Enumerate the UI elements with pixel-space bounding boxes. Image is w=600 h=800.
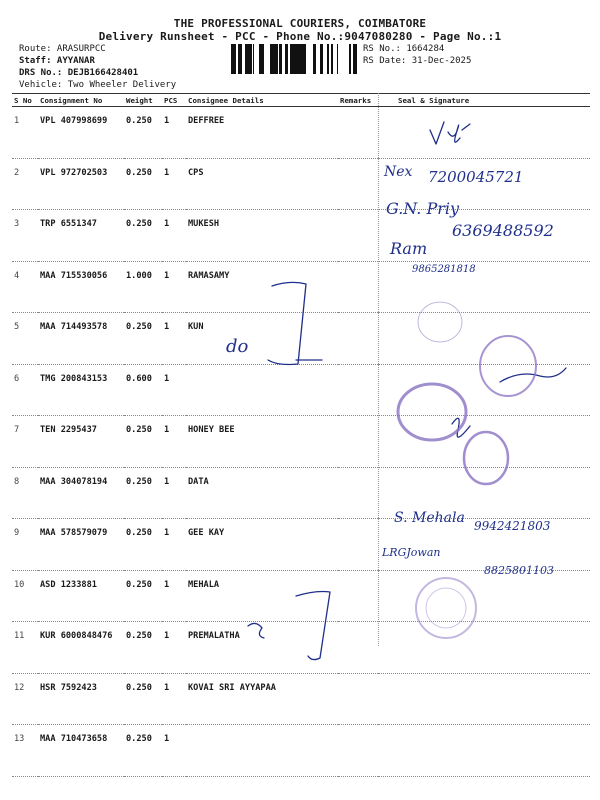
cell-consignment: HSR 7592423 [38,673,124,725]
handwritten-row11: LRGJowan [382,546,441,559]
table-header-row [12,94,590,107]
cell-weight: 0.250 [124,416,162,468]
cell-weight: 0.600 [124,364,162,416]
handwritten-row3-name: G.N. Priy [386,199,460,218]
cell-weight: 0.250 [124,725,162,777]
cell-sno: 6 [12,364,38,416]
cell-weight: 0.250 [124,519,162,571]
cell-consignee: KUN [186,313,338,365]
cell-remarks [338,416,378,468]
cell-consignment: MAA 715530056 [38,261,124,313]
cell-consignment: KUR 6000848476 [38,622,124,674]
runsheet-table [12,93,590,777]
cell-pcs: 1 [162,364,186,416]
handwritten-row6: do [226,336,249,357]
cell-signature [378,364,590,416]
cell-signature [378,416,590,468]
cell-pcs: 1 [162,467,186,519]
col-pcs: PCS [162,94,186,107]
barcode-image [231,44,359,74]
cell-weight: 0.250 [124,313,162,365]
cell-pcs: 1 [162,158,186,210]
handwritten-row4-name: Ram [390,239,428,258]
cell-weight: 0.250 [124,673,162,725]
cell-weight: 0.250 [124,107,162,159]
table-row [12,158,590,210]
cell-remarks [338,519,378,571]
cell-consignee: HONEY BEE [186,416,338,468]
table-row [12,313,590,365]
cell-remarks [338,261,378,313]
cell-pcs: 1 [162,261,186,313]
handwritten-row10-phone: 9942421803 [474,519,551,533]
cell-remarks [338,673,378,725]
table-row [12,364,590,416]
rs-date: RS Date: 31-Dec-2025 [363,56,472,66]
cell-pcs: 1 [162,570,186,622]
table-row [12,261,590,313]
handwritten-row4-phone: 9865281818 [412,264,476,275]
cell-signature [378,210,590,262]
cell-pcs: 1 [162,725,186,777]
cell-consignee [186,725,338,777]
cell-consignee: DATA [186,467,338,519]
table-row [12,622,590,674]
cell-signature [378,261,590,313]
cell-weight: 0.250 [124,570,162,622]
cell-consignment: MAA 578579079 [38,519,124,571]
col-seal-signature: Seal & Signature [378,94,590,107]
table-row [12,210,590,262]
cell-consignee [186,364,338,416]
cell-signature [378,519,590,571]
cell-sno: 1 [12,107,38,159]
cell-consignee: GEE KAY [186,519,338,571]
cell-pcs: 1 [162,313,186,365]
vehicle-label: Vehicle: Two Wheeler Delivery [19,80,177,90]
cell-consignment: VPL 972702503 [38,158,124,210]
cell-signature [378,313,590,365]
cell-signature [378,725,590,777]
cell-signature [378,467,590,519]
cell-weight: 0.250 [124,210,162,262]
cell-weight: 0.250 [124,622,162,674]
handwritten-row2-prefix: Nex [384,164,413,180]
cell-consignee: DEFFREE [186,107,338,159]
cell-signature [378,107,590,159]
cell-signature [378,622,590,674]
cell-remarks [338,364,378,416]
cell-consignment: MAA 714493578 [38,313,124,365]
cell-weight: 1.000 [124,261,162,313]
handwritten-row12: 8825801103 [484,564,554,577]
cell-pcs: 1 [162,519,186,571]
cell-weight: 0.250 [124,158,162,210]
table-row [12,107,590,159]
drs-number: DRS No.: DEJB166428401 [19,68,139,78]
runsheet-subtitle: Delivery Runsheet - PCC - Phone No.:9047080280 - Page No.:1 [98,30,502,43]
cell-sno: 4 [12,261,38,313]
cell-sno: 10 [12,570,38,622]
cell-consignment: TEN 2295437 [38,416,124,468]
col-consignee: Consignee Details [186,94,338,107]
col-remarks: Remarks [338,94,378,107]
cell-consignee: RAMASAMY [186,261,338,313]
cell-remarks [338,622,378,674]
handwritten-row10-name: S. Mehala [394,510,465,526]
company-title: THE PROFESSIONAL COURIERS, COIMBATORE [173,17,427,30]
cell-consignment: TMG 200843153 [38,364,124,416]
col-consignment: Consignment No [38,94,124,107]
table-row [12,673,590,725]
cell-consignee: KOVAI SRI AYYAPAA [186,673,338,725]
cell-remarks [338,313,378,365]
cell-remarks [338,158,378,210]
cell-pcs: 1 [162,622,186,674]
cell-pcs: 1 [162,210,186,262]
table-row [12,519,590,571]
cell-signature [378,673,590,725]
handwritten-row3-phone: 6369488592 [452,221,554,240]
route-label: Route: ARASURPCC [19,44,106,54]
table-row [12,467,590,519]
cell-sno: 2 [12,158,38,210]
cell-signature [378,570,590,622]
table-row [12,570,590,622]
cell-consignment: TRP 6551347 [38,210,124,262]
cell-remarks [338,210,378,262]
cell-consignee: MEHALA [186,570,338,622]
staff-label: Staff: AYYANAR [19,56,95,66]
col-sno: S No [12,94,38,107]
cell-consignee: MUKESH [186,210,338,262]
cell-pcs: 1 [162,107,186,159]
cell-sno: 7 [12,416,38,468]
cell-remarks [338,107,378,159]
table-row [12,725,590,777]
cell-sno: 12 [12,673,38,725]
cell-consignment: MAA 710473658 [38,725,124,777]
cell-sno: 9 [12,519,38,571]
cell-signature [378,158,590,210]
cell-consignee: CPS [186,158,338,210]
handwritten-row2: 7200045721 [428,168,524,186]
cell-weight: 0.250 [124,467,162,519]
cell-consignee: PREMALATHA [186,622,338,674]
cell-sno: 8 [12,467,38,519]
cell-pcs: 1 [162,416,186,468]
cell-remarks [338,570,378,622]
cell-remarks [338,467,378,519]
cell-consignment: ASD 1233881 [38,570,124,622]
col-weight: Weight [124,94,162,107]
cell-sno: 5 [12,313,38,365]
cell-remarks [338,725,378,777]
rs-number: RS No.: 1664284 [363,44,445,54]
table-row [12,416,590,468]
cell-consignment: MAA 304078194 [38,467,124,519]
cell-pcs: 1 [162,673,186,725]
remarks-divider [378,93,379,646]
cell-consignment: VPL 407998699 [38,107,124,159]
cell-sno: 13 [12,725,38,777]
cell-sno: 11 [12,622,38,674]
cell-sno: 3 [12,210,38,262]
